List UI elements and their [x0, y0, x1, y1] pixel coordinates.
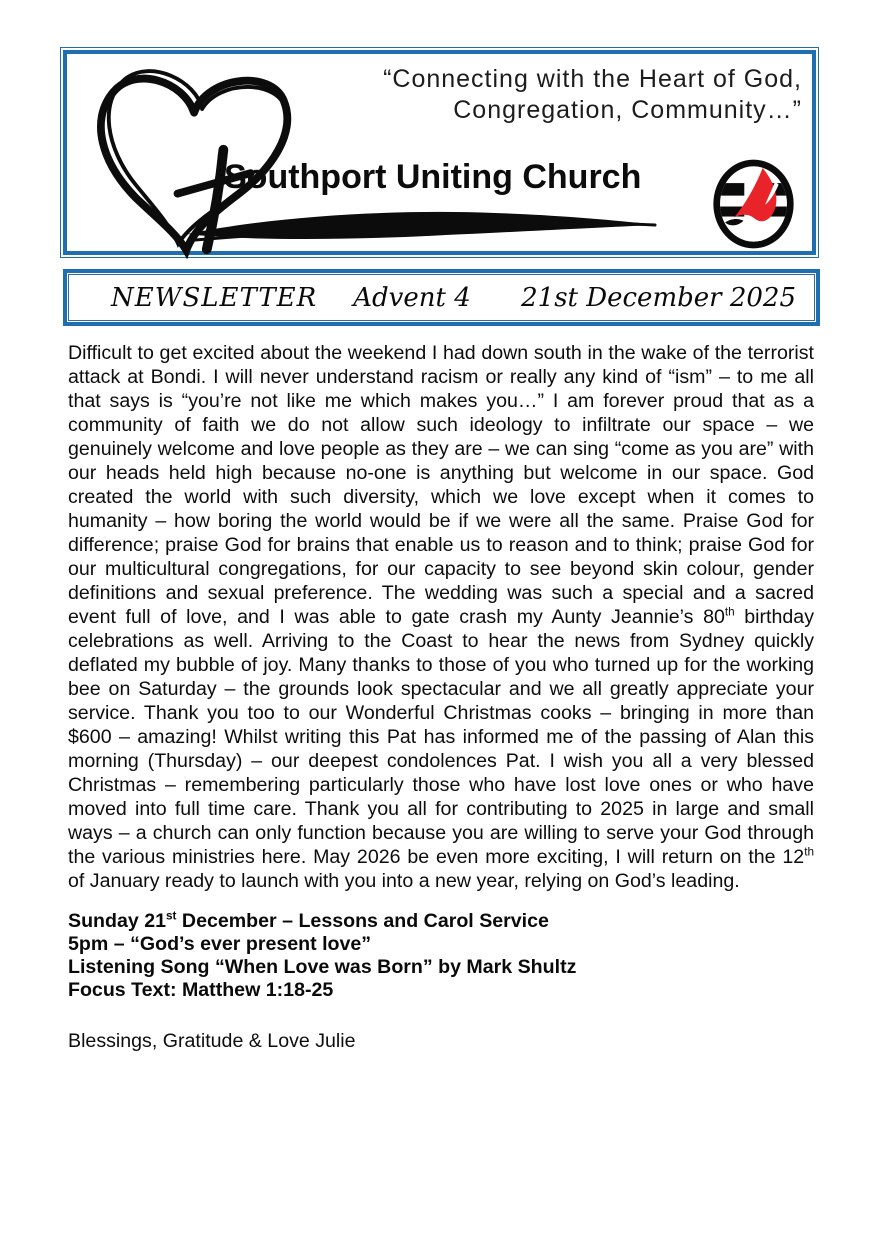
header-box	[63, 50, 816, 255]
uniting-church-emblem-icon	[706, 158, 801, 250]
signoff: Blessings, Gratitude & Love Julie	[68, 1030, 356, 1052]
brush-underline	[185, 206, 660, 244]
pastor-message-paragraph: Difficult to get excited about the weekend I had down south in the wake of the terrorist attack at Bondi. I will never understand racism or really any kind of “ism” – to me all that says is “you’re not like me which makes you…” I am forever proud that as a community of faith we do not allow such ideology to infiltrate our space – we genuinely welcome and love people as they are – we can sing “come as you are” with our heads held high because no-one is anything but welcome in our space. God created the world with such diversity, which we love except when it comes to humanity – how boring the world would be if we were all the same. Praise God for difference; praise God for brains that enable us to reason and to think; praise God for our multicultural congregations, for our capacity to see beyond skin colour, gender definitions and sexual preference. The wedding was such a special and a sacred event full of love, and I was able to gate crash my Aunty Jeannie’s 80th birthday celebrations as well. Arriving to the Coast to hear the news from Sydney quickly deflated my bubble of joy. Many thanks to those of you who turned up for the working bee on Saturday – the grounds look spectacular and we all greatly appreciate your service. Thank you too to our Wonderful Christmas cooks – bringing in more than $600 – amazing! Whilst writing this Pat has informed me of the passing of Alan this morning (Thursday) – our deepest condolences Pat. I wish you all a very blessed Christmas – remembering particularly those who have lost love ones or who have moved into full time care. Thank you all for contributing to 2025 in large and small ways – a church can only function because you are willing to serve your God through the various ministries here. May 2026 be even more exciting, I will return on the 12th of January ready to launch with you into a new year, relying on God’s leading.	[68, 342, 814, 892]
church-name: Southport Uniting Church	[224, 158, 642, 196]
service-details: Sunday 21st December – Lessons and Carol Service 5pm – “God’s ever present love” Listening Song “When Love was Born” by Mark Shultz Focus Text: Matthew 1:18-25	[68, 909, 577, 1001]
article	[68, 341, 814, 1053]
newsletter-banner-inner	[68, 274, 815, 321]
date-label: 21st December 2025	[521, 282, 796, 313]
tagline	[383, 64, 802, 126]
edition-label: Advent 4	[353, 282, 471, 313]
tagline-line2: Congregation, Community…”	[453, 96, 802, 124]
tagline-line1: “Connecting with the Heart of God,	[383, 65, 802, 93]
newsletter-label: NEWSLETTER	[111, 282, 318, 313]
newsletter-banner	[63, 269, 820, 326]
